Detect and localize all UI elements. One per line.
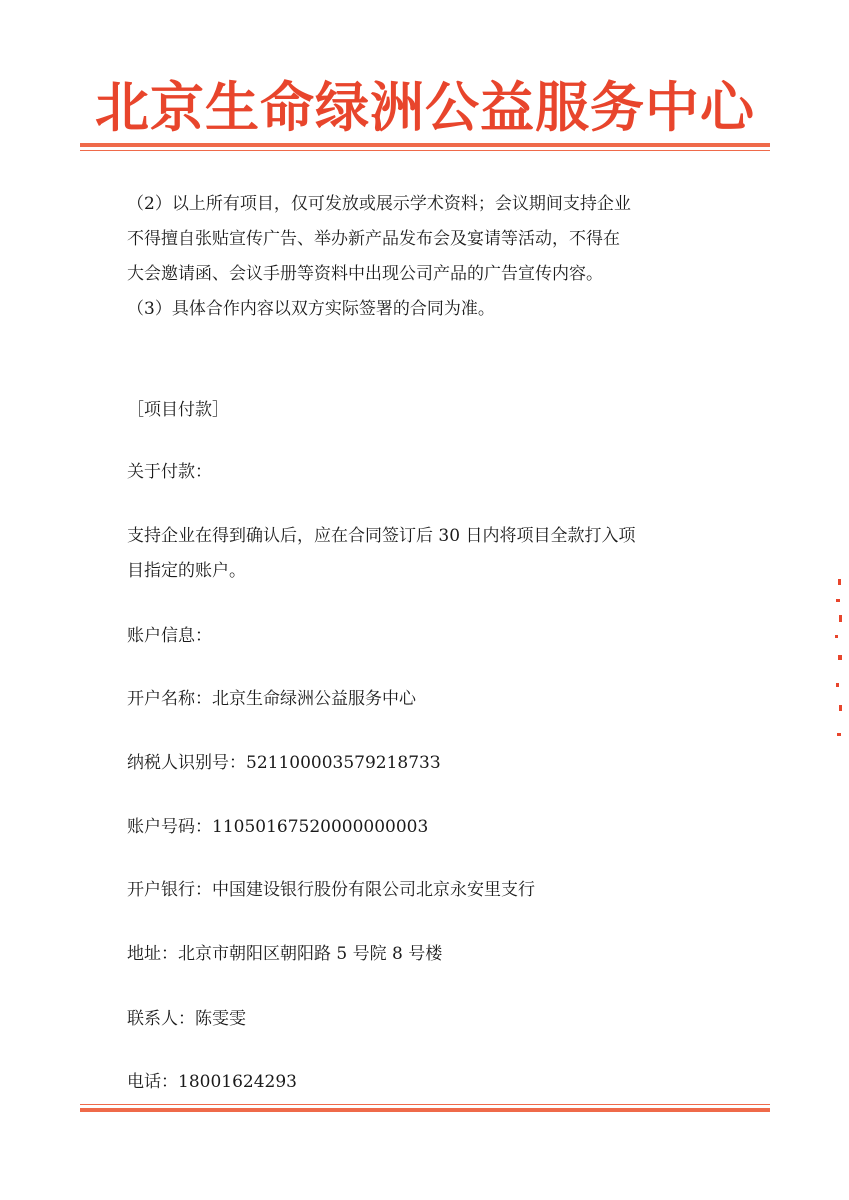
seal-edge-marks — [826, 575, 846, 755]
payment-note-line-1: 支持企业在得到确认后，应在合同签订后 30 日内将项目全款打入项 — [127, 526, 636, 546]
payment-note-line-2: 目指定的账户。 — [127, 561, 246, 581]
payment-about-label: 关于付款： — [127, 462, 212, 482]
footer-divider-thick — [80, 1108, 770, 1112]
account-info-label: 账户信息： — [127, 626, 212, 646]
terms-item-2-line-3: 大会邀请函、会议手册等资料中出现公司产品的广告宣传内容。 — [127, 264, 603, 284]
contact-person: 联系人：陈雯雯 — [127, 1009, 246, 1029]
header-divider-thin — [80, 150, 770, 151]
terms-item-2-line-1: （2）以上所有项目，仅可发放或展示学术资料；会议期间支持企业 — [127, 194, 631, 214]
section-heading-payment: ［项目付款］ — [127, 400, 229, 420]
account-name: 开户名称：北京生命绿洲公益服务中心 — [127, 689, 416, 709]
bank-name: 开户银行：中国建设银行股份有限公司北京永安里支行 — [127, 880, 535, 900]
tax-id: 纳税人识别号：52110000357921873З — [127, 753, 441, 773]
payment-note — [127, 519, 727, 589]
phone-number: 电话：18001624293 — [127, 1072, 297, 1092]
terms-item-3: （3）具体合作内容以双方实际签署的合同为准。 — [127, 299, 495, 319]
address: 地址：北京市朝阳区朝阳路 5 号院 8 号楼 — [127, 944, 443, 964]
account-number: 账户号码：11050167520000000003 — [127, 817, 429, 837]
footer-divider-thin — [80, 1104, 770, 1105]
header-divider-thick — [80, 143, 770, 147]
terms-block — [127, 187, 727, 327]
terms-item-2-line-2: 不得擅自张贴宣传广告、举办新产品发布会及宴请等活动，不得在 — [127, 229, 620, 249]
letterhead-title: 北京生命绿洲公益服务中心 — [95, 76, 755, 139]
